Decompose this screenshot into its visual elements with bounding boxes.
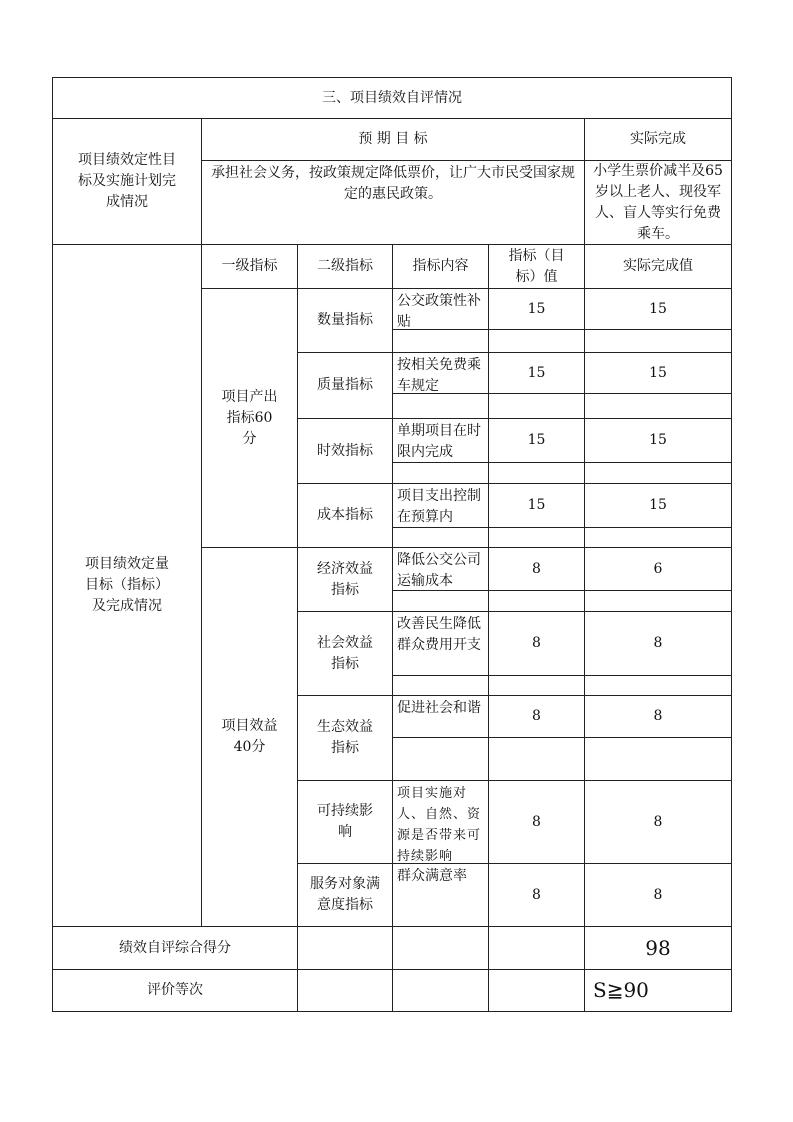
- level2-indicator: 时效指标: [297, 418, 393, 484]
- empty-cell: [584, 737, 732, 781]
- indicator-content: 降低公交公司运输成本: [392, 547, 489, 591]
- empty-cell: [584, 329, 732, 353]
- actual-value: 8: [584, 863, 732, 927]
- empty-cell: [392, 462, 489, 484]
- empty-cell: [392, 969, 489, 1012]
- indicator-content: 单期项目在时限内完成: [392, 418, 489, 463]
- actual-value: 15: [584, 483, 732, 528]
- header-target: 指标（目标）值: [488, 244, 585, 289]
- empty-cell: [392, 329, 489, 353]
- empty-cell: [488, 462, 585, 484]
- empty-cell: [488, 737, 585, 781]
- level2-indicator: 可持续影响: [297, 780, 393, 864]
- expected-text: 承担社会义务，按政策规定降低票价，让广大市民受国家规定的惠民政策。: [201, 160, 585, 245]
- empty-cell: [488, 590, 585, 612]
- level2-indicator: 服务对象满意度指标: [297, 863, 393, 927]
- actual-value: 8: [584, 611, 732, 676]
- empty-cell: [392, 675, 489, 696]
- empty-cell: [488, 926, 585, 970]
- header-level2: 二级指标: [297, 244, 393, 289]
- level2-indicator: 质量指标: [297, 352, 393, 419]
- level2-indicator: 经济效益指标: [297, 547, 393, 612]
- empty-cell: [488, 329, 585, 353]
- header-level1: 一级指标: [201, 244, 298, 289]
- level2-indicator: 生态效益指标: [297, 695, 393, 781]
- target-value: 15: [488, 418, 585, 463]
- actual-text: 小学生票价减半及65岁以上老人、现役军人、盲人等实行免费乘车。: [584, 160, 732, 245]
- actual-value: 8: [584, 695, 732, 738]
- empty-cell: [392, 590, 489, 612]
- empty-cell: [488, 393, 585, 419]
- score-label: 绩效自评综合得分: [52, 926, 298, 970]
- indicator-content: 促进社会和谐: [392, 695, 489, 738]
- empty-cell: [392, 393, 489, 419]
- target-value: 8: [488, 547, 585, 591]
- header-content: 指标内容: [392, 244, 489, 289]
- level2-indicator: 社会效益指标: [297, 611, 393, 696]
- score-value: 98: [584, 926, 732, 970]
- actual-value: 8: [584, 780, 732, 864]
- grade-value: S≧90: [584, 969, 732, 1012]
- target-value: 15: [488, 483, 585, 528]
- indicator-content: 公交政策性补贴: [392, 288, 489, 330]
- target-value: 8: [488, 780, 585, 864]
- target-value: 15: [488, 352, 585, 394]
- grade-label: 评价等次: [52, 969, 298, 1012]
- target-value: 8: [488, 611, 585, 676]
- empty-cell: [584, 675, 732, 696]
- header-actual: 实际完成值: [584, 244, 732, 289]
- empty-cell: [297, 926, 393, 970]
- expected-header: 预 期 目 标: [201, 118, 585, 161]
- group-label-benefit: 项目效益40分: [201, 547, 298, 927]
- indicator-content: 项目实施对人、自然、资源是否带来可持续影响: [392, 780, 489, 864]
- empty-cell: [584, 590, 732, 612]
- indicator-content: 群众满意率: [392, 863, 489, 927]
- target-value: 8: [488, 695, 585, 738]
- empty-cell: [584, 462, 732, 484]
- target-value: 15: [488, 288, 585, 330]
- qualitative-label: 项目绩效定性目标及实施计划完成情况: [52, 118, 202, 245]
- actual-value: 15: [584, 418, 732, 463]
- actual-value: 6: [584, 547, 732, 591]
- group-label-output: 项目产出指标60分: [201, 288, 298, 548]
- empty-cell: [488, 527, 585, 548]
- actual-header: 实际完成: [584, 118, 732, 161]
- empty-cell: [392, 527, 489, 548]
- indicator-content: 按相关免费乘车规定: [392, 352, 489, 394]
- empty-cell: [392, 737, 489, 781]
- empty-cell: [488, 675, 585, 696]
- actual-value: 15: [584, 288, 732, 330]
- empty-cell: [584, 527, 732, 548]
- level2-indicator: 数量指标: [297, 288, 393, 353]
- actual-value: 15: [584, 352, 732, 394]
- empty-cell: [297, 969, 393, 1012]
- target-value: 8: [488, 863, 585, 927]
- empty-cell: [488, 969, 585, 1012]
- quantitative-label: 项目绩效定量目标（指标）及完成情况: [52, 244, 202, 927]
- empty-cell: [584, 393, 732, 419]
- empty-cell: [392, 926, 489, 970]
- indicator-content: 改善民生降低群众费用开支: [392, 611, 489, 676]
- indicator-content: 项目支出控制在预算内: [392, 483, 489, 528]
- section-title: 三、项目绩效自评情况: [52, 77, 732, 119]
- level2-indicator: 成本指标: [297, 483, 393, 548]
